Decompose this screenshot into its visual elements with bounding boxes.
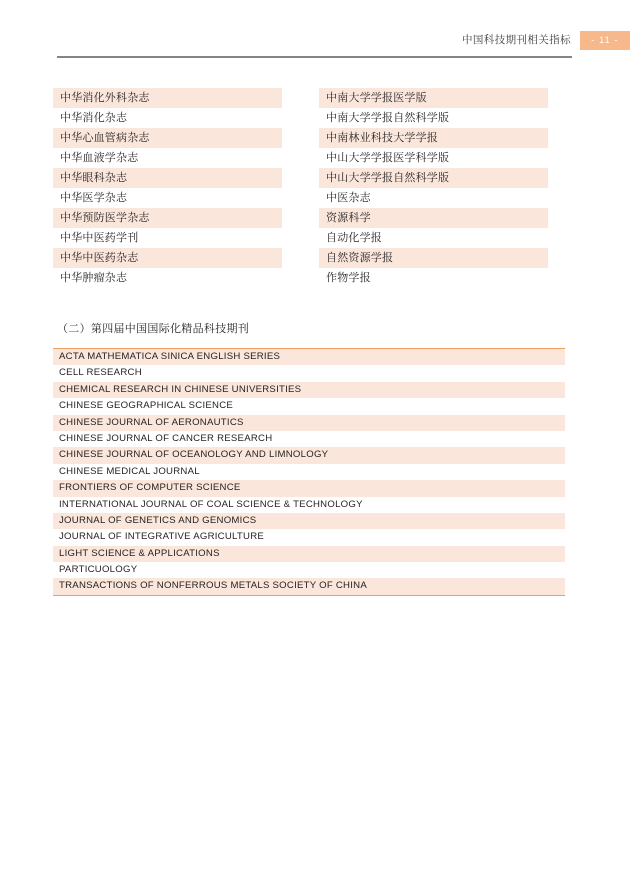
header-divider-rule <box>57 56 572 58</box>
english-journal-table <box>53 348 565 596</box>
table-row: CHINESE JOURNAL OF AERONAUTICS <box>53 415 565 431</box>
page-header-content <box>57 30 630 50</box>
list-item: 中华中医药杂志 <box>53 248 282 268</box>
list-item: 中山大学学报医学科学版 <box>319 148 548 168</box>
list-item: 中华医学杂志 <box>53 188 282 208</box>
table-row: CHINESE JOURNAL OF OCEANOLOGY AND LIMNOLOGY <box>53 447 565 463</box>
list-item: 中山大学学报自然科学版 <box>319 168 548 188</box>
page-header <box>0 0 630 62</box>
table-row: CELL RESEARCH <box>53 365 565 381</box>
table-row: CHINESE JOURNAL OF CANCER RESEARCH <box>53 431 565 447</box>
list-item: 自然资源学报 <box>319 248 548 268</box>
table-row: TRANSACTIONS OF NONFERROUS METALS SOCIETY OF CHINA <box>53 578 565 594</box>
list-item: 作物学报 <box>319 268 548 288</box>
table-row: JOURNAL OF INTEGRATIVE AGRICULTURE <box>53 529 565 545</box>
table-row: CHINESE MEDICAL JOURNAL <box>53 464 565 480</box>
list-item: 中华血液学杂志 <box>53 148 282 168</box>
list-item: 中华中医药学刊 <box>53 228 282 248</box>
page-number-badge: - 11 - <box>580 31 630 50</box>
table-row: INTERNATIONAL JOURNAL OF COAL SCIENCE & TECHNOLOGY <box>53 497 565 513</box>
table-row: LIGHT SCIENCE & APPLICATIONS <box>53 546 565 562</box>
list-item: 中华眼科杂志 <box>53 168 282 188</box>
list-item: 资源科学 <box>319 208 548 228</box>
list-item: 中华心血管病杂志 <box>53 128 282 148</box>
list-item: 中医杂志 <box>319 188 548 208</box>
section-heading: （二）第四届中国国际化精品科技期刊 <box>57 323 250 335</box>
chinese-journal-columns <box>53 88 548 288</box>
running-head-title: 中国科技期刊相关指标 <box>462 34 571 46</box>
table-row: ACTA MATHEMATICA SINICA ENGLISH SERIES <box>53 349 565 365</box>
list-item: 中华预防医学杂志 <box>53 208 282 228</box>
list-item: 中南大学学报医学版 <box>319 88 548 108</box>
list-item: 自动化学报 <box>319 228 548 248</box>
table-row: FRONTIERS OF COMPUTER SCIENCE <box>53 480 565 496</box>
chinese-journal-right-column <box>319 88 548 288</box>
list-item: 中华肿瘤杂志 <box>53 268 282 288</box>
table-row: PARTICUOLOGY <box>53 562 565 578</box>
table-row: CHINESE GEOGRAPHICAL SCIENCE <box>53 398 565 414</box>
list-item: 中南大学学报自然科学版 <box>319 108 548 128</box>
table-row: CHEMICAL RESEARCH IN CHINESE UNIVERSITIES <box>53 382 565 398</box>
table-row: JOURNAL OF GENETICS AND GENOMICS <box>53 513 565 529</box>
list-item: 中华消化杂志 <box>53 108 282 128</box>
chinese-journal-left-column <box>53 88 282 288</box>
list-item: 中南林业科技大学学报 <box>319 128 548 148</box>
list-item: 中华消化外科杂志 <box>53 88 282 108</box>
